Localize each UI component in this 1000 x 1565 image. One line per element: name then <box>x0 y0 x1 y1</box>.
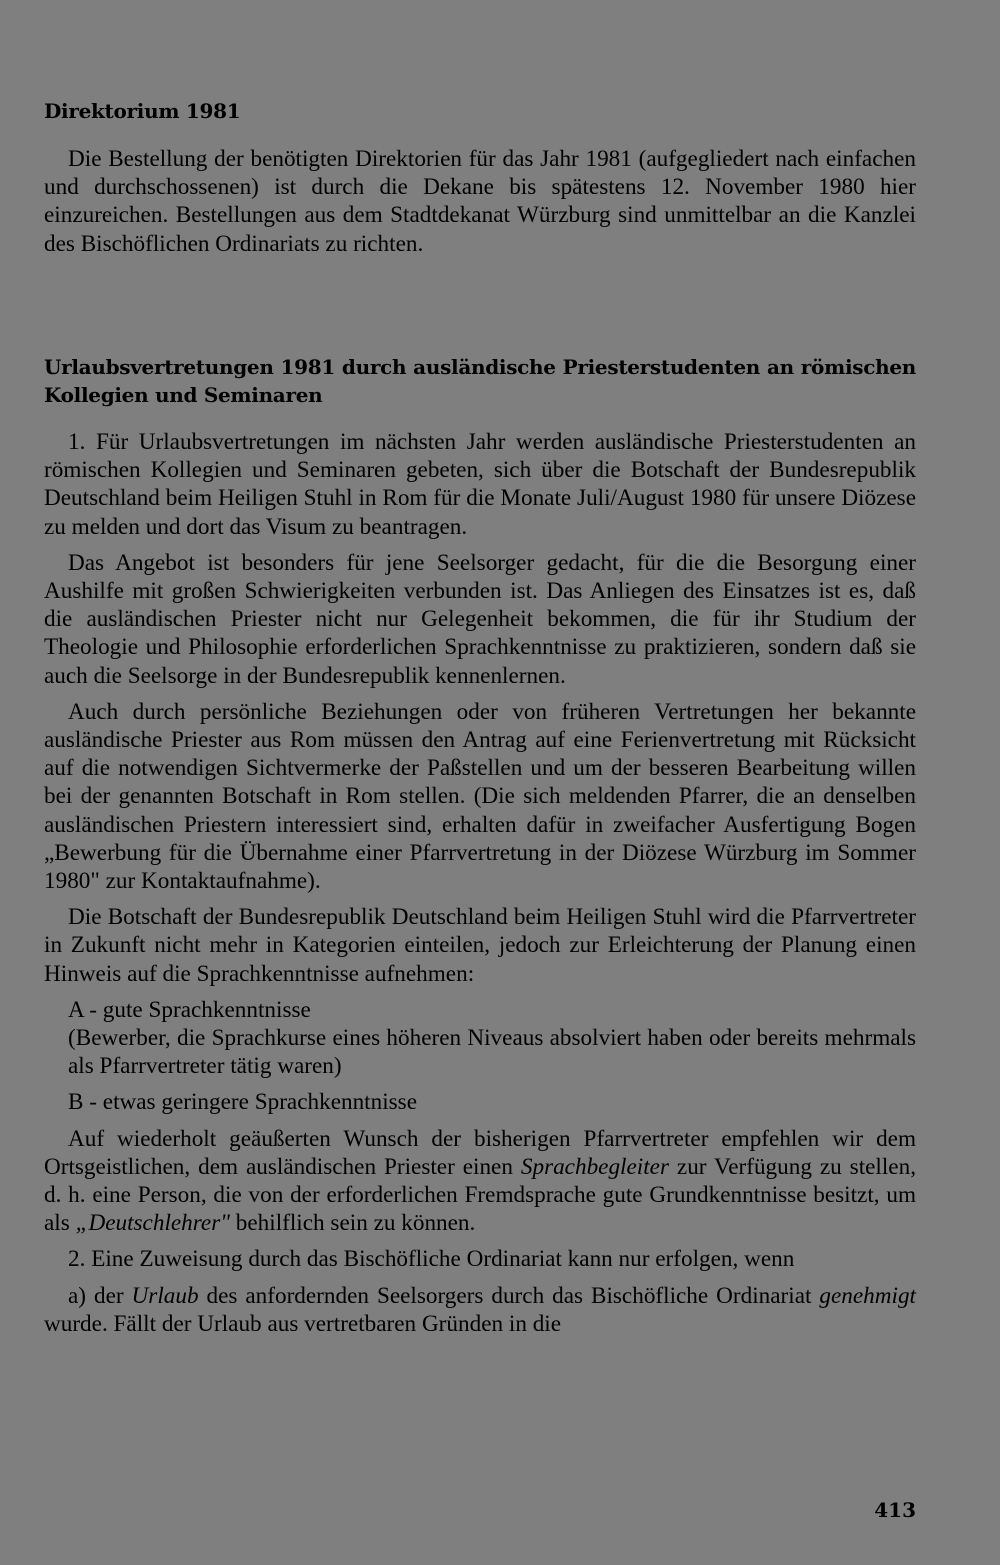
paragraph: 1. Für Urlaubsvertretungen im nächsten Jahr werden ausländische Priesterstudenten an römischen Kollegien und Seminaren gebeten, sich über die Botschaft der Bundesrepublik Deutschland beim Heiligen Stuhl in Rom für die Monate Juli/August 1980 für unsere Diözese zu melden und dort das Visum zu beantragen. <box>44 429 916 540</box>
paragraph: Auch durch persönliche Beziehungen oder von früheren Vertretungen her bekannte ausländische Priester aus Rom müssen den Antrag auf eine Ferienvertretung mit Rücksicht auf die notwendigen Sichtvermerke der Paßstellen und um der besseren Bearbeitung willen bei der genannten Botschaft in Rom stellen. (Die sich meldenden Pfarrer, die an denselben ausländischen Priestern interessiert sind, erhalten dafür in zweifacher Ausfertigung Bogen „Bewerbung für die Übernahme einer Pfarrvertretung in der Diözese Würzburg im Sommer 1980" zur Kontaktaufnahme). <box>44 698 916 895</box>
category-b: B - etwas geringere Sprachkenntnisse <box>68 1089 417 1116</box>
category-a-note: (Bewerber, die Sprachkurse eines höheren Niveaus absolviert haben oder bereits mehrmals als Pfarrvertreter tätig waren) <box>68 1025 916 1080</box>
text-run: Auf wiederholt geäußerten Wunsch der bisherigen Pfarrvertreter empfehlen wir dem Ortsgeistlichen, dem ausländischen Priester einen <box>44 1125 916 1180</box>
document-page <box>44 0 916 1565</box>
emphasis: „Deutschlehrer" <box>75 1210 230 1237</box>
paragraph: Die Bestellung der benötigten Direktorien für das Jahr 1981 (aufgegliedert nach einfachen und durchschossenen) ist durch die Dekane bis spätestens 12. November 1980 hier einzureichen. Bestellungen aus dem Stadtdekanat Würzburg sind unmittelbar an die Kanzlei des Bischöflichen Ordinariats zu richten. <box>44 146 916 257</box>
page-number: 413 <box>874 1498 916 1522</box>
section-body-direktorium <box>44 145 916 258</box>
paragraph: 2. Eine Zuweisung durch das Bischöfliche Ordinariat kann nur erfolgen, wenn <box>68 1246 795 1273</box>
paragraph-sprachbegleiter <box>44 1125 916 1238</box>
category-a: A - gute Sprachkenntnisse <box>68 996 311 1023</box>
text-run: behilflich sein zu können. <box>229 1210 476 1237</box>
paragraph: Das Angebot ist besonders für jene Seelsorger gedacht, für die die Besorgung einer Aushilfe mit großen Schwierigkeiten verbunden ist. Das Anliegen des Einsatzes ist es, daß die ausländischen Priester nicht nur Gelegenheit bekommen, die für ihr Studium der Theologie und Philosophie erforderlichen Sprachkenntnisse zu praktizieren, sondern daß sie auch die Seelsorge in der Bundesrepublik kennenlernen. <box>44 549 916 689</box>
text-run: a) der <box>68 1282 132 1309</box>
emphasis: Urlaub <box>131 1282 199 1309</box>
text-run: zur Verfügung zu stellen, d. h. eine Person, die von der erforderlichen Fremdsprache gute Grundkenntnisse besitzt, um als <box>44 1153 916 1237</box>
emphasis: genehmigt <box>819 1282 916 1309</box>
section-body-urlaubsvertretungen <box>44 428 916 1338</box>
paragraph: Die Botschaft der Bundesrepublik Deutschland beim Heiligen Stuhl wird die Pfarrvertreter in Zukunft nicht mehr in Kategorien einteilen, jedoch zur Erleichterung der Planung einen Hinweis auf die Sprachkenntnisse aufnehmen: <box>44 904 916 987</box>
paragraph-urlaub <box>44 1282 916 1338</box>
emphasis: Sprachbegleiter <box>520 1153 669 1180</box>
section-title-urlaubsvertretungen: Urlaubsvertretungen 1981 durch ausländische Priesterstudenten an römischen Kollegien und Seminaren <box>44 355 916 407</box>
text-run: wurde. Fällt der Urlaub aus vertretbaren Gründen in die <box>44 1310 562 1337</box>
section-title-direktorium: Direktorium 1981 <box>44 99 241 123</box>
text-run: des anfordernden Seelsorgers durch das Bischöfliche Ordinariat <box>198 1282 820 1309</box>
